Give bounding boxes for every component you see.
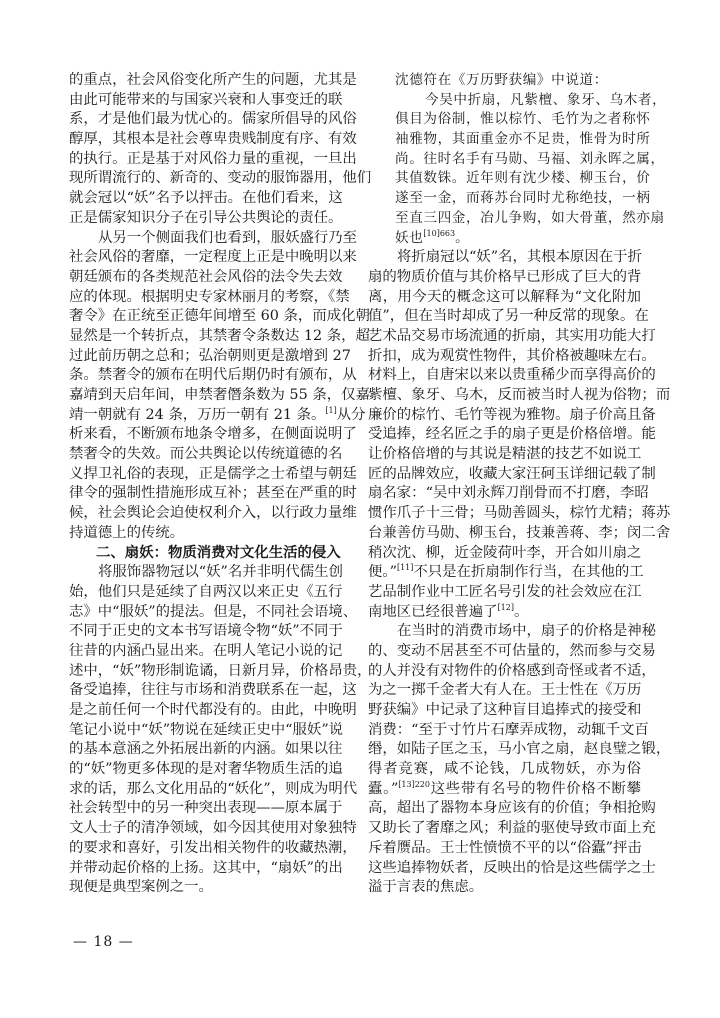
text-line [368, 386, 671, 406]
right-text-column [368, 71, 671, 898]
line-text: 备受追捧，往往与市场和消费联系在一起，这 [69, 682, 357, 699]
citation-reference: [12] [497, 602, 514, 612]
line-text: 将服饰器物冠以“妖”名并非明代儒生创 [98, 564, 343, 581]
text-line [69, 701, 357, 721]
text-line [368, 839, 641, 859]
text-line [69, 563, 343, 583]
text-line [69, 760, 343, 780]
line-text: 艺品制作业中工匠名号引发的社会效应在江 [368, 583, 642, 600]
line-text: 的基本意涵之外拓展出新的内涵。如果以往 [69, 741, 343, 758]
line-text: 现所谓流行的、新奇的、变动的服饰器用，他们 [69, 170, 372, 187]
line-text: 又助长了奢靡之风；利益的驱使导致市面上充 [368, 820, 656, 837]
section-heading [69, 544, 340, 564]
line-text: 二、扇妖：物质消费对文化生活的侵入 [96, 544, 341, 561]
citation-reference: [10]663 [423, 228, 456, 238]
text-line [69, 740, 343, 760]
line-text: 的、变动不居甚至不可估量的，然而参与交易 [368, 642, 656, 659]
line-text: 条。禁奢令的颁布在明代后期仍时有颁布，从 [69, 367, 357, 384]
text-line [69, 347, 351, 367]
text-line [368, 445, 641, 465]
text-line [368, 760, 641, 780]
line-text: 的重点，社会风俗变化所产生的问题，尤其是 [69, 72, 357, 88]
text-line [69, 288, 350, 308]
line-text: 消费：“至于寸竹片石摩弄成物，动辄千文百 [368, 721, 649, 738]
line-text-continued: 这些带有名号的物件价格不断攀 [430, 780, 641, 797]
line-text: 尚。往时名手有马勋、马福、刘永晖之属， [395, 150, 665, 167]
text-line [368, 484, 649, 504]
line-text: 从另一个侧面我们也看到，服妖盛行乃至 [98, 229, 358, 246]
line-text: 扇的物质价值与其价格早已形成了巨大的背 [368, 268, 642, 285]
line-text: 候，社会舆论会迫使权利介入，以行政力量维 [69, 505, 357, 522]
line-text: 沈德符在《万历野获编》中说道： [395, 72, 608, 88]
line-text: 不同于正史的文本书写语境令物“妖”不同于 [69, 623, 343, 640]
left-text-column [69, 71, 372, 898]
text-line [69, 662, 372, 682]
line-text: 惯作爪子十三骨；马勋善圆头，棕竹尤精；蒋苏 [368, 505, 671, 522]
line-text: 述中，“妖”物形制诡谲，日新月异，价格昂贵， [69, 662, 372, 679]
block-quote-line [368, 229, 641, 249]
text-line [69, 248, 357, 268]
line-text: 高，超出了器物本身应该有的价值；争相抢购 [368, 800, 656, 817]
block-quote-line [368, 150, 665, 170]
text-line [368, 583, 641, 603]
text-line [368, 603, 641, 623]
text-line [368, 740, 671, 760]
text-line [69, 780, 358, 800]
text-line [69, 504, 357, 524]
text-line [368, 248, 641, 268]
line-text: 袖雅物，其面重金亦不足贵，惟骨为时所 [395, 131, 651, 148]
text-line [69, 209, 343, 229]
text-line [69, 603, 358, 623]
text-line [69, 642, 343, 662]
line-text: 缗，如陆子匡之玉，马小官之扇，赵良璧之锻， [368, 741, 671, 758]
page-number: — 18 — [73, 934, 134, 950]
text-line [69, 721, 344, 741]
text-line [368, 642, 656, 662]
text-line [368, 878, 641, 898]
text-line [368, 681, 641, 701]
line-text: 律令的强制性措施形成互补；甚至在严重的时 [69, 485, 357, 502]
line-text: 野获编》中记录了这种盲目追捧式的接受和 [368, 702, 642, 718]
block-quote-line [368, 71, 641, 91]
line-text: 妖也 [395, 229, 424, 246]
block-quote-line [368, 169, 651, 189]
line-text: 醇厚，其根本是社会尊卑贵贱制度有序、有效 [69, 131, 357, 148]
text-line [368, 288, 641, 308]
text-line [368, 662, 656, 682]
line-text: 系，才是他们最为忧心的。儒家所倡导的风俗 [69, 111, 357, 128]
line-text: 台兼善仿马勋、柳玉台，技兼善蒋、李；闵二舍 [368, 524, 671, 541]
text-line [69, 484, 357, 504]
text-line [69, 465, 357, 485]
line-text: 溢于言表的焦虑。 [368, 879, 484, 896]
text-line [368, 819, 656, 839]
text-line [69, 799, 343, 819]
line-text: 得者竞赛，咸不论钱，几成物妖，亦为俗 [368, 761, 641, 778]
text-line [69, 169, 372, 189]
text-line [368, 425, 656, 445]
text-line [69, 307, 370, 327]
line-text: 显然是一个转折点，其禁奢令条数达 12 条，超 [69, 327, 370, 344]
text-line [69, 189, 343, 209]
text-line [368, 780, 641, 800]
text-line [69, 583, 343, 603]
text-line [69, 839, 357, 859]
line-text: 俱目为俗制，惟以棕竹、毛竹为之者称怀 [395, 111, 651, 128]
text-line [368, 563, 644, 583]
line-text: 的人并没有对物件的价格感到奇怪或者不适， [368, 662, 656, 679]
line-text: 持道德上的传统。 [69, 524, 185, 541]
line-text: 由此可能带来的与国家兴衰和人事变迁的联 [69, 91, 343, 108]
line-text: 让价格倍增的与其说是精湛的技艺不如说工 [368, 446, 642, 463]
line-text: 现便是典型案例之一。 [69, 879, 213, 896]
line-text: 奢令》在正统至正德年间增至 60 条，而成化朝 [69, 308, 370, 325]
block-quote-line [368, 110, 651, 130]
line-text: 过此前历朝之总和；弘治朝则更是激增到 27 [69, 347, 351, 364]
line-text: 文人士子的清净领域，如今因其使用对象独特 [69, 820, 357, 837]
line-text: 扇名家：“吴中刘永辉刀削骨而不打磨，李昭 [368, 485, 649, 502]
line-text: 社会风俗的奢靡，一定程度上正是中晚明以来 [69, 249, 357, 266]
citation-reference: [1] [325, 405, 337, 415]
line-text: 应的体现。根据明史专家林丽月的考察，《禁 [69, 288, 350, 305]
text-line [69, 71, 357, 91]
block-quote-line [368, 130, 651, 150]
text-line [69, 622, 343, 642]
line-text: 蠹。” [368, 780, 399, 797]
text-line [69, 386, 370, 406]
line-text: 稍次沈、柳，近金陵荷叶李，开合如川扇之 [368, 544, 642, 561]
text-line [368, 622, 657, 642]
line-text: 禁奢令的失效。而公共舆论以传统道德的名 [69, 446, 343, 463]
line-text: 折扣，成为观赏性物件，其价格被趣味左右。 [368, 347, 656, 364]
text-line [69, 878, 340, 898]
text-line [368, 347, 656, 367]
line-text: 朝廷颁布的各类规范社会风俗的法令失去效 [69, 268, 343, 285]
line-text: 匠的品牌效应，收藏大家汪砢玉详细记载了制 [368, 465, 656, 482]
citation-reference: [11] [396, 563, 414, 573]
text-line [368, 268, 641, 288]
block-quote-line [368, 209, 665, 229]
text-line [69, 110, 357, 130]
line-text-continued: 。 [513, 603, 529, 620]
line-text: 正是儒家知识分子在引导公共舆论的责任。 [69, 209, 343, 226]
text-line [368, 406, 656, 426]
citation-reference: [13]220 [398, 779, 430, 789]
line-text: 这些追捧物妖者，反映出的恰是这些儒学之士 [368, 859, 656, 876]
text-line [368, 701, 641, 721]
line-text: 南地区已经很普遍了 [368, 603, 498, 620]
line-text: 艺术品交易市场流通的折扇，其实用功能大打 [368, 327, 656, 344]
line-text: 值”，但在当时却成了另一种反常的现象。在 [368, 308, 649, 325]
text-line [368, 721, 649, 741]
line-text: 将折扇冠以“妖”名，其根本原因在于折 [397, 249, 642, 266]
line-text: 始，他们只是延续了自两汉以来正史《五行 [69, 583, 343, 600]
text-line [368, 465, 656, 485]
text-line [69, 524, 340, 544]
line-text-continued: 不只是在折扇制作行当，在其他的工 [413, 564, 644, 581]
line-text: 斥着赝品。王士性愤愤不平的以“俗蠹”抨击 [368, 839, 642, 856]
line-text: 廉价的棕竹、毛竹等视为雅物。扇子价高且备 [368, 406, 656, 423]
line-text: 嘉靖到天启年间，申禁奢僭条数为 55 条，仅嘉 [69, 387, 370, 403]
text-line [69, 150, 357, 170]
line-text: 紫檀、象牙、乌木，反而被当时人视为俗物；而 [368, 387, 671, 403]
line-text: 至直三四金，冶儿争购，如大骨董，然亦扇 [395, 209, 665, 226]
text-line [69, 425, 357, 445]
line-text: 离，用今天的概念这可以解释为“文化附加 [368, 288, 641, 305]
line-text: 往昔的内涵凸显出来。在明人笔记小说的记 [69, 642, 343, 659]
text-line [69, 268, 343, 288]
line-text-continued: 。 [455, 229, 470, 246]
text-line [368, 327, 656, 347]
text-line [69, 859, 343, 879]
line-text: 的要求和喜好，引发出相关物件的收藏热潮， [69, 839, 357, 856]
line-text: 受追捧，经名匠之手的扇子更是价格倍增。能 [368, 426, 656, 443]
line-text: 并带动起价格的上扬。这其中，“扇妖”的出 [69, 859, 343, 876]
text-line [368, 504, 671, 524]
line-text: 的执行。正是基于对风俗力量的重视，一旦出 [69, 150, 357, 167]
line-text: 志》中“服妖”的提法。但是，不同社会语境、 [69, 603, 358, 620]
line-text: 义捍卫礼俗的表现，正是儒学之士希望与朝廷 [69, 465, 357, 482]
line-text: 今吴中折扇，凡紫檀、象牙、乌木者， [425, 91, 667, 108]
text-line [69, 366, 357, 386]
text-line [69, 405, 366, 426]
line-text: 便。” [368, 564, 397, 581]
line-text: 社会转型中的另一种突出表现——原本属于 [69, 800, 343, 817]
text-line [69, 91, 343, 111]
line-text-continued: 从分 [336, 406, 366, 423]
line-text: 析来看，不断颁布地条令增多，在侧面说明了 [69, 426, 357, 443]
text-line [368, 544, 641, 564]
line-text: 求的话，那么文化用品的“妖化”，则成为明代 [69, 780, 358, 797]
text-line [368, 799, 656, 819]
text-line [69, 819, 357, 839]
text-line [69, 445, 343, 465]
line-text: 笔记小说中“妖”物说在延续正史中“服妖”说 [69, 721, 344, 738]
text-line [368, 859, 656, 879]
text-line [368, 524, 671, 544]
line-text: 是之前任何一个时代都没有的。由此，中晚明 [69, 702, 357, 718]
block-quote-line [368, 91, 667, 111]
block-quote-line [368, 189, 651, 209]
line-text: 靖一朝就有 24 条，万历一朝有 21 条。 [69, 406, 326, 423]
text-line [69, 130, 357, 150]
line-text: 就会冠以“妖”名予以抨击。在他们看来，这 [69, 190, 343, 207]
line-text: 遂至一金，而蒋苏台同时尤称绝技，一柄 [395, 190, 651, 207]
line-text: 的“妖”物更多体现的是对奢华物质生活的追 [69, 761, 343, 778]
line-text: 为之一掷千金者大有人在。王士性在《万历 [368, 682, 642, 699]
text-line [368, 307, 649, 327]
line-text: 其值数铢。近年则有沈少楼、柳玉台，价 [395, 170, 651, 187]
line-text: 在当时的消费市场中，扇子的价格是神秘 [397, 623, 657, 640]
line-text: 材料上，自唐宋以来以贵重稀少而享得高价的 [368, 367, 656, 384]
text-line [69, 681, 357, 701]
text-line [69, 229, 358, 249]
text-line [69, 327, 370, 347]
text-line [368, 366, 656, 386]
